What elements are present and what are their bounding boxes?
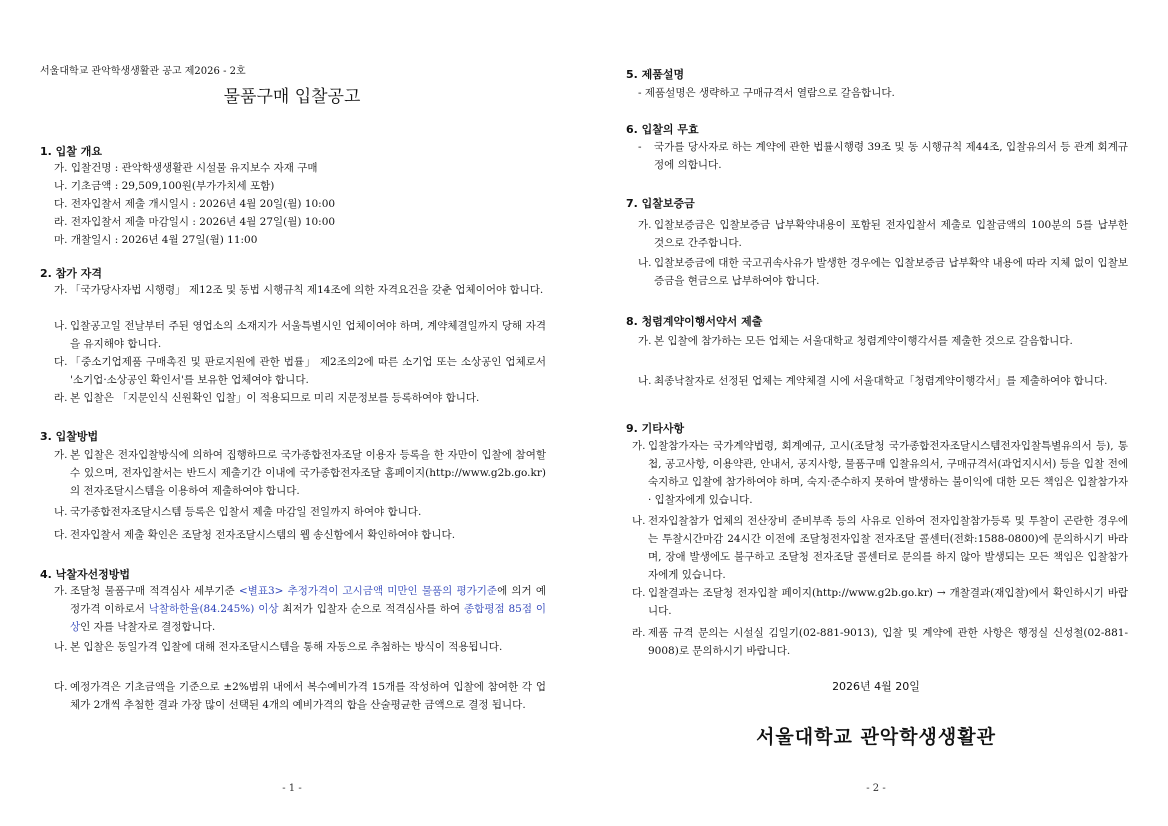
- section-7-heading: 7. 입찰보증금: [626, 197, 695, 210]
- s4-item-da: 다. 예정가격은 기초금액을 기준으로 ±2%범위 내에서 복수예비가격 15개를 작성하여 입찰에 참여한 각 업체가 2개씩 추첨한 결과 가장 많이 선택된 4개의 예비가격의 합을 산술평균한 금액으로 결정 됩니다.: [54, 681, 546, 711]
- s8-item-na: 나. 최종낙찰자로 선정된 업체는 계약체결 시에 서울대학교「청렴계약이행각서」를 제출하여야 합니다.: [638, 375, 1108, 387]
- s7-item-ga: 가. 입찰보증금은 입찰보증금 납부확약내용이 포함된 전자입찰서 제출로 입찰금액의 100분의 5를 납부한 것으로 간주합니다.: [638, 219, 1128, 249]
- section-4-heading: 4. 낙찰자선정방법: [40, 568, 131, 581]
- notice-number: 서울대학교 관악학생생활관 공고 제2026 - 2호: [40, 66, 246, 77]
- s2-item-ga: 가. 「국가당사자법 시행령」 제12조 및 동법 시행규칙 제14조에 의한 자격요건을 갖춘 업체이어야 합니다.: [54, 284, 544, 296]
- page-number: - 2 -: [866, 783, 886, 794]
- section-1-heading: 1. 입찰 개요: [40, 145, 102, 158]
- rate-highlight: 낙찰하한율(84.245%) 이상: [148, 603, 279, 615]
- section-6-heading: 6. 입찰의 무효: [626, 123, 699, 136]
- s2-item-na: 나. 입찰공고일 전날부터 주된 영업소의 소재지가 서울특별시인 업체이여야 하며, 계약체결일까지 당해 자격을 유지해야 합니다.: [54, 320, 546, 350]
- section-3-heading: 3. 입찰방법: [40, 430, 99, 443]
- issuer-name: 서울대학교 관악학생생활관: [756, 726, 996, 748]
- s5-item: - 제품설명은 생략하고 구매규격서 열람으로 갈음합니다.: [638, 87, 895, 99]
- s2-item-da: 다. 「중소기업제품 구매촉진 및 판로지원에 관한 법률」 제2조의2에 따른 소기업 또는 소상공인 업체로서 '소기업·소상공인 확인서'를 보유한 업체여야 합니다.: [54, 356, 546, 386]
- s1-item-ma: 마. 개찰일시 : 2026년 4월 27일(월) 11:00: [54, 234, 258, 246]
- score-highlight: 종합평점 85점 이상: [70, 603, 546, 633]
- s9-item-ra: 라. 제품 규격 문의는 시설실 김일기(02-881-9013), 입찰 및 계약에 관한 사항은 행정실 신성철(02-881-9008)로 문의하시기 바랍니다.: [632, 627, 1128, 657]
- section-2-heading: 2. 참가 자격: [40, 267, 102, 280]
- s2-item-ra: 라. 본 입찰은 「지문인식 신원확인 입찰」이 적용되므로 미리 지문정보를 등록하여야 합니다.: [54, 392, 480, 404]
- s4-item-ga: 가. 조달청 물품구매 적격심사 세부기준 <별표3> 추정가격이 고시금액 미만인 물품의 평가기준에 의거 예정가격 이하로서 낙찰하한율(84.245%) 이상 최저가 입찰자 순으로 적격심사를 하여 종합평점 85점 이상인 자를 낙찰자로 결정합니다.: [54, 585, 546, 633]
- s8-item-ga: 가. 본 입찰에 참가하는 모든 업체는 서울대학교 청렴계약이행각서를 제출한 것으로 갈음합니다.: [638, 335, 1073, 347]
- s1-item-ga: 가. 입찰건명 : 관악학생생활관 시설물 유지보수 자재 구매: [54, 162, 318, 174]
- s9-item-da: 다. 입찰결과는 조달청 전자입찰 페이지(http://www.g2b.go.kr) → 개찰결과(재입찰)에서 확인하시기 바랍니다.: [632, 587, 1128, 617]
- s6-item: - 국가를 당사자로 하는 계약에 관한 법률시행령 39조 및 동 시행규칙 제44조, 입찰유의서 등 관계 회계규정에 의합니다.: [638, 141, 1128, 171]
- s1-item-na: 나. 기초금액 : 29,509,100원(부가가치세 포함): [54, 180, 275, 192]
- s4-item-na: 나. 본 입찰은 동일가격 입찰에 대해 전자조달시스템을 통해 자동으로 추첨하는 방식이 적용됩니다.: [54, 641, 503, 653]
- s1-item-ra: 라. 전자입찰서 제출 마감일시 : 2026년 4월 27일(월) 10:00: [54, 216, 336, 228]
- section-9-heading: 9. 기타사항: [626, 422, 685, 435]
- section-8-heading: 8. 청렴계약이행서약서 제출: [626, 315, 763, 328]
- issue-date: 2026년 4월 20일: [832, 680, 920, 693]
- criteria-highlight: <별표3> 추정가격이 고시금액 미만인 물품의 평가기준: [238, 585, 498, 597]
- page-number: - 1 -: [282, 783, 302, 794]
- s7-item-na: 나. 입찰보증금에 대한 국고귀속사유가 발생한 경우에는 입찰보증금 납부확약 내용에 따라 지체 없이 입찰보증금을 현금으로 납부하여야 합니다.: [638, 257, 1128, 287]
- s1-item-da: 다. 전자입찰서 제출 개시일시 : 2026년 4월 20일(월) 10:00: [54, 198, 336, 210]
- s3-item-da: 다. 전자입찰서 제출 확인은 조달청 전자조달시스템의 웹 송신함에서 확인하여야 합니다.: [54, 529, 456, 541]
- s9-item-na: 나. 전자입찰참가 업체의 전산장비 준비부족 등의 사유로 인하여 전자입찰참가등록 및 투찰이 곤란한 경우에는 투찰시간마감 24시간 이전에 조달청전자입찰 전자조달 콜센터(전화:1588-0800)에 문의하시기 바라며, 장애 발생에도 불구하고 조달청 전자조달 콜센터로 문의를 하지 않아 발생되는 모든 책임은 입찰참가자에게 있습니다.: [632, 515, 1128, 581]
- s9-item-ga: 가. 입찰참가자는 국가계약법령, 회계예규, 고시(조달청 국가종합전자조달시스템전자입찰특별유의서 등), 통첩, 공고사항, 이용약관, 안내서, 공지사항, 물품구매 입찰유의서, 구매규격서(과업지시서) 등을 입찰 전에 숙지하고 입찰에 참가하여야 하며, 숙지·준수하지 못하여 발생하는 불이익에 대한 모든 책임은 입찰참가자 · 입찰자에게 있습니다.: [632, 440, 1128, 506]
- document-title: 물품구매 입찰공고: [223, 87, 361, 107]
- s3-item-ga: 가. 본 입찰은 전자입찰방식에 의하여 집행하므로 국가종합전자조달 이용자 등록을 한 자만이 입찰에 참여할 수 있으며, 전자입찰서는 반드시 제출기간 이내에 국가종합전자조달 홈페이지(http://www.g2b.go.kr)의 전자조달시스템을 이용하여 제출하여야 합니다.: [54, 449, 546, 497]
- section-5-heading: 5. 제품설명: [626, 68, 685, 81]
- page-2: [584, 0, 1168, 826]
- s3-item-na: 나. 국가종합전자조달시스템 등록은 입찰서 제출 마감일 전일까지 하여야 합니다.: [54, 506, 422, 518]
